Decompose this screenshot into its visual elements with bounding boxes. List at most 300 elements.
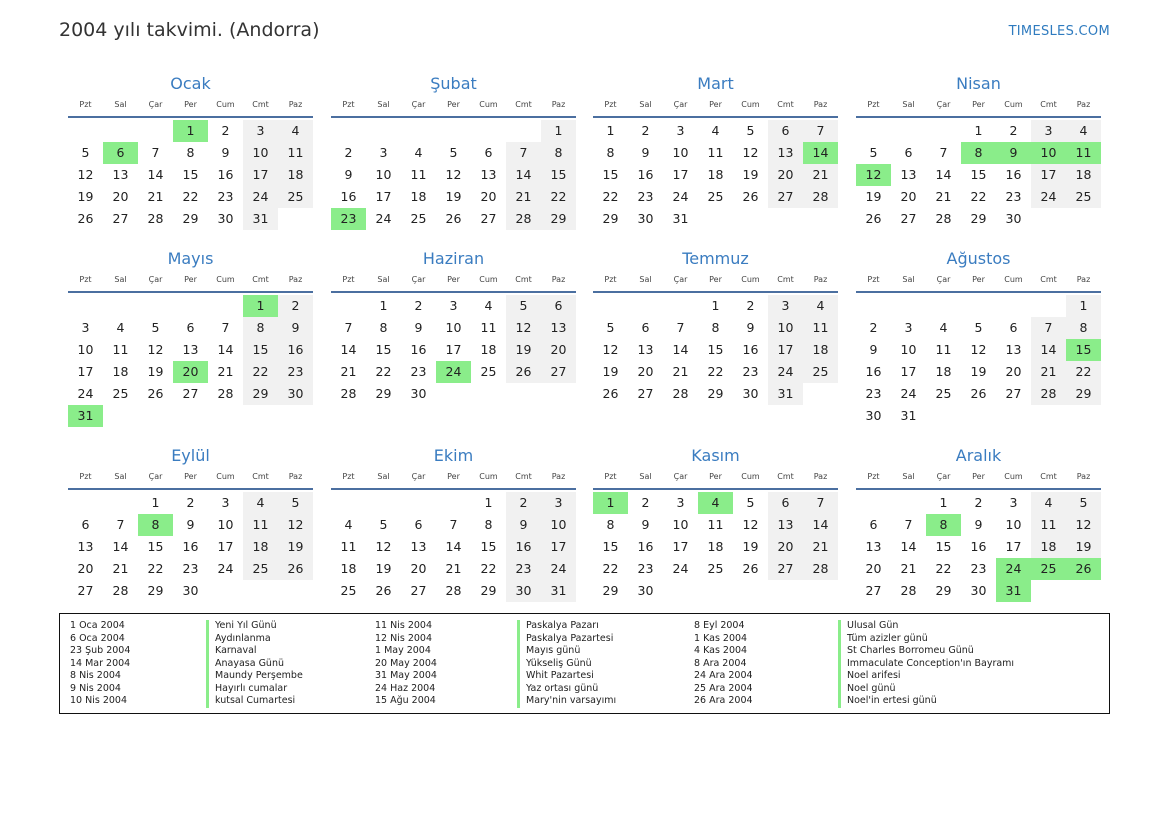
weekend-day-cell: 6	[768, 120, 803, 142]
day-cell: 1	[379, 298, 388, 313]
month-calendar	[856, 248, 1101, 427]
day-cell: 8	[606, 145, 615, 160]
day-cell: 11	[935, 342, 952, 357]
weekend-day-cell: 13	[768, 514, 803, 536]
weekend-day-cell: 26	[506, 361, 541, 383]
empty-cell	[471, 120, 506, 142]
day-cell: 24	[77, 386, 94, 401]
empty-cell	[856, 295, 891, 317]
day-cell: 17	[900, 364, 917, 379]
holiday-day-cell: 1	[593, 492, 628, 514]
day-cell: 17	[1005, 539, 1022, 554]
weekend-day-cell: 13	[768, 142, 803, 164]
header-divider	[68, 291, 313, 293]
day-cell: 27	[77, 583, 94, 598]
weekday-label: Per	[972, 100, 985, 109]
holiday-day-cell: 24	[996, 558, 1031, 580]
day-cell: 26	[865, 211, 882, 226]
holiday-day-cell: 10	[1031, 142, 1066, 164]
day-cell: 28	[217, 386, 234, 401]
weekday-label: Sal	[639, 275, 652, 284]
day-cell: 13	[410, 539, 427, 554]
weekend-day-cell: 27	[768, 186, 803, 208]
weekday-label: Sal	[377, 275, 390, 284]
weekday-label: Paz	[551, 472, 566, 481]
weekday-label: Çar	[148, 275, 163, 284]
day-cell: 3	[449, 298, 458, 313]
day-cell: 13	[480, 167, 497, 182]
day-cell: 5	[606, 320, 615, 335]
holiday-day-cell: 12	[856, 164, 891, 186]
weekday-label: Per	[972, 472, 985, 481]
day-cell: 14	[217, 342, 234, 357]
legend-holiday-name: St Charles Borromeu Günü	[838, 645, 1014, 658]
weekend-day-cell: 17	[1031, 164, 1066, 186]
day-cell: 2	[869, 320, 878, 335]
legend-holiday-name: Paskalya Pazartesi	[517, 633, 616, 646]
day-cell: 6	[414, 517, 423, 532]
legend-date: 26 Ara 2004	[694, 695, 753, 706]
header-divider	[856, 116, 1101, 118]
day-cell: 6	[81, 517, 90, 532]
month-calendar	[593, 248, 838, 405]
day-cell: 15	[935, 539, 952, 554]
day-cell: 10	[445, 320, 462, 335]
weekend-day-cell: 24	[1031, 186, 1066, 208]
weekend-day-cell: 18	[1066, 164, 1101, 186]
day-cell: 15	[375, 342, 392, 357]
day-cell: 2	[186, 495, 195, 510]
day-cell: 14	[445, 539, 462, 554]
legend-date-column	[70, 620, 130, 708]
weekday-label: Per	[972, 275, 985, 284]
day-cell: 27	[112, 211, 129, 226]
month-title: Temmuz	[682, 249, 749, 268]
day-cell: 12	[375, 539, 392, 554]
legend-holiday-name: Whit Pazartesi	[517, 670, 616, 683]
weekday-label: Cum	[216, 100, 235, 109]
day-cell: 29	[182, 211, 199, 226]
day-cell: 2	[344, 145, 353, 160]
day-cell: 6	[484, 145, 493, 160]
weekday-label: Paz	[1076, 100, 1091, 109]
day-cell: 9	[641, 145, 650, 160]
empty-cell	[961, 295, 996, 317]
month-calendar	[68, 445, 313, 602]
day-cell: 25	[935, 386, 952, 401]
day-cell: 22	[480, 561, 497, 576]
day-cell: 7	[904, 517, 913, 532]
weekend-day-cell: 10	[541, 514, 576, 536]
weekend-day-cell: 5	[278, 492, 313, 514]
day-cell: 23	[217, 189, 234, 204]
weekday-label: Paz	[288, 100, 303, 109]
weekend-day-cell: 17	[541, 536, 576, 558]
legend-date: 23 Şub 2004	[70, 645, 131, 656]
weekend-day-cell: 21	[1031, 361, 1066, 383]
weekday-header	[856, 97, 1101, 113]
day-cell: 29	[375, 386, 392, 401]
day-cell: 23	[865, 386, 882, 401]
day-cell: 15	[602, 167, 619, 182]
weekday-label: Per	[184, 275, 197, 284]
weekday-header	[856, 469, 1101, 485]
day-cell: 17	[77, 364, 94, 379]
day-cell: 28	[900, 583, 917, 598]
day-cell: 3	[904, 320, 913, 335]
day-cell: 26	[970, 386, 987, 401]
month-calendar	[856, 73, 1101, 230]
day-cell: 24	[217, 561, 234, 576]
day-cell: 8	[711, 320, 720, 335]
legend-date: 14 Mar 2004	[70, 657, 131, 669]
day-cell: 9	[414, 320, 423, 335]
day-cell: 28	[672, 386, 689, 401]
day-cell: 29	[147, 583, 164, 598]
day-grid	[68, 120, 313, 230]
day-cell: 11	[480, 320, 497, 335]
day-grid	[856, 295, 1101, 427]
day-cell: 1	[606, 123, 615, 138]
empty-cell	[331, 120, 366, 142]
day-cell: 14	[112, 539, 129, 554]
weekend-day-cell: 16	[506, 536, 541, 558]
legend-holiday-name: Yaz ortası günü	[517, 683, 616, 696]
weekday-label: Per	[184, 472, 197, 481]
weekday-label: Paz	[551, 275, 566, 284]
header-divider	[856, 488, 1101, 490]
weekend-day-cell: 31	[541, 580, 576, 602]
legend-holiday-name: Maundy Perşembe	[206, 670, 303, 683]
legend-holiday-name: kutsal Cumartesi	[206, 695, 303, 708]
weekend-day-cell: 11	[243, 514, 278, 536]
weekday-label: Çar	[936, 472, 951, 481]
empty-cell	[68, 492, 103, 514]
weekend-day-cell: 18	[1031, 536, 1066, 558]
weekday-label: Cmt	[515, 472, 532, 481]
holiday-day-cell: 4	[698, 492, 733, 514]
day-cell: 22	[935, 561, 952, 576]
weekend-day-cell: 30	[278, 383, 313, 405]
weekend-day-cell: 28	[506, 208, 541, 230]
day-cell: 14	[340, 342, 357, 357]
day-cell: 6	[641, 320, 650, 335]
weekend-day-cell: 4	[803, 295, 838, 317]
legend-holiday-name: Yükseliş Günü	[517, 658, 616, 671]
weekend-day-cell: 28	[803, 558, 838, 580]
legend-date: 15 Ağu 2004	[375, 695, 436, 706]
day-cell: 21	[445, 561, 462, 576]
weekend-day-cell: 5	[506, 295, 541, 317]
day-cell: 6	[904, 145, 913, 160]
empty-cell	[926, 295, 961, 317]
weekday-label: Paz	[813, 275, 828, 284]
day-cell: 3	[676, 123, 685, 138]
day-cell: 24	[900, 386, 917, 401]
holiday-legend	[59, 613, 1110, 714]
day-cell: 2	[414, 298, 423, 313]
weekday-label: Çar	[673, 100, 688, 109]
weekday-label: Paz	[1076, 472, 1091, 481]
day-cell: 18	[935, 364, 952, 379]
empty-cell	[856, 492, 891, 514]
legend-holiday-name: Noel arifesi	[838, 670, 1014, 683]
header-divider	[593, 116, 838, 118]
day-cell: 9	[641, 517, 650, 532]
weekend-day-cell: 7	[803, 120, 838, 142]
legend-holiday-name: Noel'in ertesi günü	[838, 695, 1014, 708]
day-cell: 15	[147, 539, 164, 554]
day-cell: 16	[1005, 167, 1022, 182]
day-cell: 12	[742, 145, 759, 160]
weekend-day-cell: 24	[541, 558, 576, 580]
weekend-day-cell: 11	[1031, 514, 1066, 536]
day-cell: 19	[865, 189, 882, 204]
day-cell: 22	[182, 189, 199, 204]
day-cell: 15	[707, 342, 724, 357]
weekday-label: Paz	[1076, 275, 1091, 284]
day-cell: 1	[711, 298, 720, 313]
weekday-label: Paz	[551, 100, 566, 109]
day-cell: 13	[900, 167, 917, 182]
day-cell: 5	[151, 320, 160, 335]
weekend-day-cell: 4	[243, 492, 278, 514]
day-cell: 2	[1009, 123, 1018, 138]
day-cell: 17	[217, 539, 234, 554]
weekday-label: Cum	[479, 472, 498, 481]
weekend-day-cell: 8	[243, 317, 278, 339]
weekday-label: Paz	[813, 472, 828, 481]
day-cell: 23	[637, 561, 654, 576]
day-grid	[331, 492, 576, 602]
month-calendar	[68, 73, 313, 230]
day-cell: 18	[480, 342, 497, 357]
day-grid	[593, 492, 838, 602]
weekend-day-cell: 7	[1031, 317, 1066, 339]
empty-cell	[401, 492, 436, 514]
weekday-header	[593, 272, 838, 288]
empty-cell	[103, 492, 138, 514]
weekend-day-cell: 30	[506, 580, 541, 602]
day-cell: 7	[221, 320, 230, 335]
day-cell: 9	[186, 517, 195, 532]
weekend-day-cell: 3	[1031, 120, 1066, 142]
weekend-day-cell: 18	[803, 339, 838, 361]
weekday-label: Pzt	[867, 472, 880, 481]
day-cell: 26	[742, 189, 759, 204]
day-cell: 20	[410, 561, 427, 576]
weekend-day-cell: 21	[803, 536, 838, 558]
empty-cell	[173, 295, 208, 317]
holiday-day-cell: 11	[1066, 142, 1101, 164]
day-cell: 1	[484, 495, 493, 510]
weekday-label: Sal	[902, 100, 915, 109]
weekday-label: Cum	[1004, 275, 1023, 284]
day-cell: 11	[707, 517, 724, 532]
day-cell: 5	[449, 145, 458, 160]
weekday-label: Pzt	[79, 100, 92, 109]
day-cell: 12	[147, 342, 164, 357]
weekday-label: Çar	[936, 275, 951, 284]
weekend-day-cell: 10	[243, 142, 278, 164]
day-cell: 20	[112, 189, 129, 204]
day-cell: 30	[742, 386, 759, 401]
day-cell: 22	[602, 189, 619, 204]
month-calendar	[331, 248, 576, 405]
day-cell: 19	[147, 364, 164, 379]
day-cell: 12	[602, 342, 619, 357]
weekday-label: Cmt	[777, 275, 794, 284]
weekday-label: Sal	[902, 472, 915, 481]
day-cell: 25	[707, 561, 724, 576]
legend-name-column	[838, 620, 1014, 708]
month-title: Ağustos	[946, 249, 1011, 268]
day-cell: 16	[410, 342, 427, 357]
header-divider	[331, 488, 576, 490]
weekend-day-cell: 6	[768, 492, 803, 514]
weekday-label: Sal	[114, 275, 127, 284]
weekend-day-cell: 4	[1066, 120, 1101, 142]
weekday-label: Pzt	[342, 472, 355, 481]
weekend-day-cell: 20	[768, 536, 803, 558]
holiday-day-cell: 1	[173, 120, 208, 142]
legend-holiday-name: Hayırlı cumalar	[206, 683, 303, 696]
day-cell: 28	[445, 583, 462, 598]
month-title: Mayıs	[167, 249, 214, 268]
weekday-label: Cmt	[515, 100, 532, 109]
weekday-label: Cum	[741, 275, 760, 284]
legend-date: 1 May 2004	[375, 645, 431, 656]
site-link[interactable]: TIMESLES.COM	[1008, 24, 1110, 39]
day-cell: 30	[410, 386, 427, 401]
weekday-label: Pzt	[604, 275, 617, 284]
day-cell: 1	[939, 495, 948, 510]
empty-cell	[331, 492, 366, 514]
weekend-day-cell: 23	[506, 558, 541, 580]
legend-date: 4 Kas 2004	[694, 645, 748, 656]
day-cell: 27	[182, 386, 199, 401]
day-cell: 23	[410, 364, 427, 379]
weekend-day-cell: 29	[1066, 383, 1101, 405]
legend-date: 1 Oca 2004	[70, 620, 125, 631]
day-cell: 7	[151, 145, 160, 160]
weekday-label: Per	[709, 100, 722, 109]
weekday-label: Cmt	[252, 472, 269, 481]
weekend-day-cell: 18	[278, 164, 313, 186]
legend-holiday-name: Ulusal Gün	[838, 620, 1014, 633]
holiday-day-cell: 8	[138, 514, 173, 536]
weekend-day-cell: 26	[278, 558, 313, 580]
day-grid	[593, 120, 838, 230]
day-cell: 19	[970, 364, 987, 379]
day-cell: 30	[970, 583, 987, 598]
day-cell: 5	[869, 145, 878, 160]
header-divider	[68, 488, 313, 490]
empty-cell	[103, 295, 138, 317]
day-cell: 25	[112, 386, 129, 401]
day-cell: 9	[974, 517, 983, 532]
weekday-label: Sal	[639, 472, 652, 481]
weekday-label: Pzt	[867, 100, 880, 109]
weekend-day-cell: 12	[1066, 514, 1101, 536]
header-divider	[856, 291, 1101, 293]
weekday-label: Cum	[479, 100, 498, 109]
weekend-day-cell: 18	[243, 536, 278, 558]
weekend-day-cell: 24	[243, 186, 278, 208]
weekend-day-cell: 1	[541, 120, 576, 142]
weekend-day-cell: 5	[1066, 492, 1101, 514]
day-cell: 21	[147, 189, 164, 204]
weekend-day-cell: 27	[768, 558, 803, 580]
weekday-label: Sal	[377, 100, 390, 109]
legend-date: 20 May 2004	[375, 657, 437, 669]
weekday-label: Pzt	[867, 275, 880, 284]
header-divider	[68, 116, 313, 118]
day-cell: 2	[641, 123, 650, 138]
day-cell: 16	[637, 167, 654, 182]
legend-date: 11 Nis 2004	[375, 620, 432, 631]
day-cell: 29	[480, 583, 497, 598]
day-cell: 17	[445, 342, 462, 357]
weekday-label: Paz	[288, 275, 303, 284]
day-cell: 18	[112, 364, 129, 379]
day-cell: 4	[939, 320, 948, 335]
weekend-day-cell: 4	[1031, 492, 1066, 514]
day-cell: 16	[742, 342, 759, 357]
empty-cell	[996, 295, 1031, 317]
day-cell: 18	[707, 167, 724, 182]
page-title: 2004 yılı takvimi. (Andorra)	[59, 19, 320, 41]
day-cell: 27	[865, 583, 882, 598]
holiday-day-cell: 24	[436, 361, 471, 383]
weekend-day-cell: 25	[243, 558, 278, 580]
weekend-day-cell: 15	[541, 164, 576, 186]
day-grid	[331, 295, 576, 405]
day-cell: 18	[340, 561, 357, 576]
day-cell: 13	[182, 342, 199, 357]
day-cell: 7	[116, 517, 125, 532]
weekday-label: Cum	[216, 275, 235, 284]
day-cell: 25	[340, 583, 357, 598]
weekday-label: Per	[447, 472, 460, 481]
day-cell: 20	[1005, 364, 1022, 379]
day-cell: 21	[935, 189, 952, 204]
weekday-header	[331, 272, 576, 288]
day-grid	[593, 295, 838, 405]
weekday-label: Çar	[673, 472, 688, 481]
day-cell: 3	[1009, 495, 1018, 510]
day-cell: 10	[217, 517, 234, 532]
header-divider	[593, 291, 838, 293]
weekday-label: Paz	[288, 472, 303, 481]
day-cell: 21	[340, 364, 357, 379]
empty-cell	[366, 492, 401, 514]
day-cell: 4	[344, 517, 353, 532]
day-cell: 22	[375, 364, 392, 379]
day-grid	[856, 492, 1101, 602]
legend-holiday-name: Anayasa Günü	[206, 658, 303, 671]
day-cell: 26	[375, 583, 392, 598]
day-cell: 2	[746, 298, 755, 313]
day-cell: 17	[375, 189, 392, 204]
weekend-day-cell: 19	[506, 339, 541, 361]
weekend-day-cell: 3	[243, 120, 278, 142]
weekend-day-cell: 31	[768, 383, 803, 405]
day-cell: 8	[186, 145, 195, 160]
day-cell: 20	[480, 189, 497, 204]
day-cell: 10	[672, 517, 689, 532]
weekday-label: Pzt	[342, 100, 355, 109]
